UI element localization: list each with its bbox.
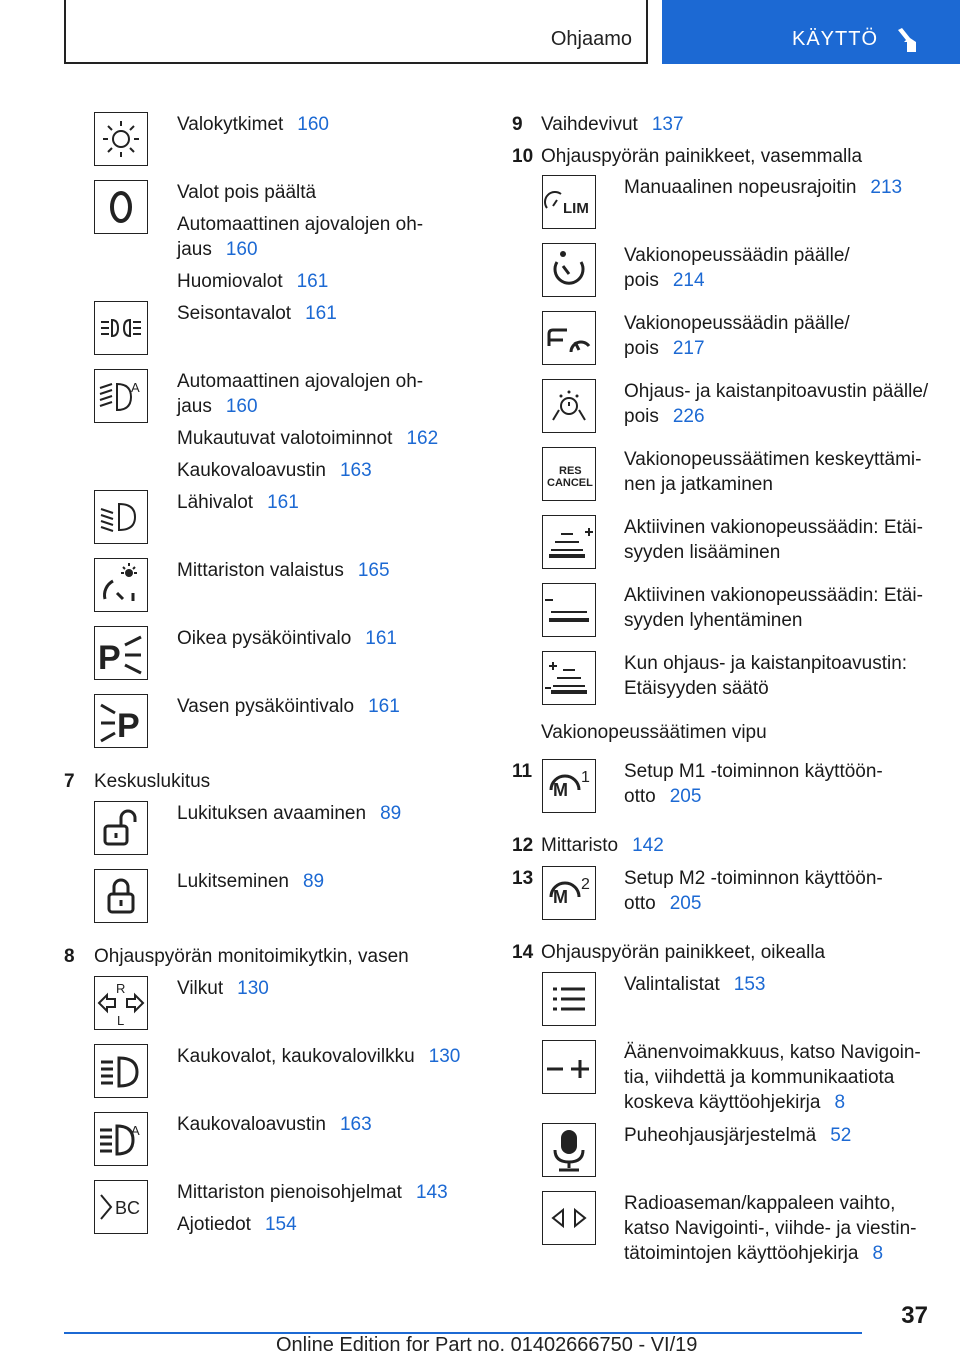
svg-text:M: M	[553, 780, 568, 800]
svg-text:RES: RES	[559, 465, 582, 477]
auto-headlights-icon	[94, 369, 148, 423]
entry-locking: Lukitseminen 89	[177, 871, 325, 892]
distance-decrease-icon	[542, 583, 596, 637]
entry-auto-headlights-1: Automaattinen ajovalojen oh- jaus 160	[177, 214, 424, 260]
steering-assist-icon	[542, 379, 596, 433]
distance-adjust-icon	[542, 651, 596, 705]
entry-high-beam-assist-2: Kaukovaloavustin 163	[177, 1114, 372, 1135]
footer-edition-text: Online Edition for Part no. 01402666750 - VI/19	[276, 1334, 698, 1356]
chapter-title: Ohjaamo	[550, 28, 632, 50]
section-title-central-locking: Keskuslukitus	[94, 771, 211, 792]
entry-speed-limiter: Manuaalinen nopeusrajoitin 213	[624, 177, 903, 198]
section-title-instrument-cluster: Mittaristo 142	[541, 835, 664, 856]
instrument-lighting-icon	[94, 558, 148, 612]
parking-lights-icon	[94, 301, 148, 355]
entry-low-beam: Lähivalot 161	[177, 492, 299, 513]
entry-distance-adjust: Kun ohjaus- ja kaistanpitoavustin: Etäisyyden säätö	[624, 653, 908, 699]
speed-limiter-icon	[542, 175, 596, 229]
turn-signal-icon	[94, 976, 148, 1030]
lock-icon	[94, 869, 148, 923]
entry-setup-m1: Setup M1 -toiminnon käyttöön- otto 205	[624, 761, 883, 807]
microphone-icon	[542, 1123, 596, 1177]
section-title-right-buttons: Ohjauspyörän painikkeet, oikealla	[541, 942, 826, 963]
entry-light-switches: Valokytkimet 160	[177, 114, 329, 135]
header-section-tab	[662, 0, 960, 64]
entry-instrument-lighting: Mittariston valaistus 165	[177, 560, 390, 581]
entry-distance-decrease: Aktiivinen vakionopeussäädin: Etäi- syyden lyhentäminen	[624, 585, 923, 631]
lights-off-icon	[94, 180, 148, 234]
svg-text:R: R	[116, 981, 126, 996]
entry-turn-signals: Vilkut 130	[177, 978, 269, 999]
section-number-13: 13	[512, 868, 534, 889]
list-icon	[542, 972, 596, 1026]
res-cancel-icon	[542, 447, 596, 501]
svg-text:1: 1	[581, 769, 590, 786]
svg-text:LIM: LIM	[563, 200, 589, 217]
svg-text:P: P	[98, 639, 121, 677]
entry-track-change: Radioaseman/kappaleen vaihto, katso Navigointi-, viihde- ja viestin- tätoimintojen käyttöohjekirja 8	[624, 1193, 917, 1264]
entry-widgets: Mittariston pienoisohjelmat 143	[177, 1182, 448, 1203]
m2-setup-icon	[542, 866, 596, 920]
svg-text:2: 2	[581, 876, 590, 893]
entry-voice-control: Puheohjausjärjestelmä 52	[624, 1125, 852, 1146]
section-number-7: 7	[64, 771, 75, 792]
entry-adaptive-lights: Mukautuvat valotoiminnot 162	[177, 428, 439, 449]
right-parking-light-icon	[94, 626, 148, 680]
section-number-10: 10	[512, 146, 534, 167]
entry-setup-m2: Setup M2 -toiminnon käyttöön- otto 205	[624, 868, 883, 914]
page-number: 37	[901, 1302, 928, 1329]
m1-setup-icon	[542, 759, 596, 813]
unlock-icon	[94, 801, 148, 855]
entry-selection-lists: Valintalistat 153	[624, 974, 766, 995]
entry-parking-lights: Seisontavalot 161	[177, 303, 337, 324]
entry-volume: Äänenvoimakkuus, katso Navigoin- tia, viihdettä ja kommunikaatiota koskeva käyttöohjekirja 8	[624, 1042, 921, 1113]
section-title: KÄYTTÖ	[792, 28, 879, 50]
entry-distance-increase: Aktiivinen vakionopeussäädin: Etäi- syyden lisääminen	[624, 517, 923, 563]
pointing-hand-icon	[894, 28, 920, 54]
entry-right-parking-light: Oikea pysäköintivalo 161	[177, 628, 397, 649]
svg-text:CANCEL: CANCEL	[547, 477, 593, 489]
section-number-12: 12	[512, 835, 534, 856]
entry-resume-cancel: Vakionopeussäätimen keskeyttämi- nen ja jatkaminen	[624, 449, 922, 495]
distance-increase-icon	[542, 515, 596, 569]
light-switch-icon	[94, 112, 148, 166]
entry-steering-assist: Ohjaus- ja kaistanpitoavustin päälle/ pois 226	[624, 381, 929, 427]
low-beam-icon	[94, 490, 148, 544]
section-number-8: 8	[64, 946, 75, 967]
entry-lights-off: Valot pois päältä	[177, 182, 317, 203]
entry-high-beam-assist: Kaukovaloavustin 163	[177, 460, 372, 481]
cruise-control-icon	[542, 243, 596, 297]
svg-text:M: M	[553, 887, 568, 907]
volume-icon	[542, 1040, 596, 1094]
section-number-9: 9	[512, 114, 523, 135]
high-beam-icon	[94, 1044, 148, 1098]
high-beam-assist-icon	[94, 1112, 148, 1166]
svg-text:BC: BC	[115, 1198, 141, 1218]
entry-trip-data: Ajotiedot 154	[177, 1214, 297, 1235]
track-change-icon	[542, 1191, 596, 1245]
svg-text:A: A	[131, 1123, 140, 1138]
entry-left-parking-light: Vasen pysäköintivalo 161	[177, 696, 400, 717]
section-title-left-stalk: Ohjauspyörän monitoimikytkin, vasen	[94, 946, 409, 967]
svg-text:L: L	[117, 1013, 125, 1028]
header-chapter-box	[64, 0, 648, 64]
section-title-shift-paddles: Vaihdevivut 137	[541, 114, 684, 135]
board-computer-icon	[94, 1180, 148, 1234]
svg-text:P: P	[117, 707, 140, 745]
section-number-11: 11	[512, 761, 533, 782]
active-cruise-icon	[542, 311, 596, 365]
lever-caption: Vakionopeussäätimen vipu	[541, 722, 767, 743]
svg-text:A: A	[131, 380, 140, 395]
entry-cruise-control-1: Vakionopeussäädin päälle/ pois 214	[624, 245, 850, 291]
left-parking-light-icon	[94, 694, 148, 748]
entry-high-beam: Kaukovalot, kaukovalovilkku 130	[177, 1046, 461, 1067]
entry-daytime-lights: Huomiovalot 161	[177, 271, 329, 292]
entry-unlocking: Lukituksen avaaminen 89	[177, 803, 402, 824]
entry-cruise-control-2: Vakionopeussäädin päälle/ pois 217	[624, 313, 850, 359]
section-title-left-buttons: Ohjauspyörän painikkeet, vasemmalla	[541, 146, 863, 167]
entry-auto-headlights-2: Automaattinen ajovalojen oh- jaus 160	[177, 371, 424, 417]
section-number-14: 14	[512, 942, 534, 963]
